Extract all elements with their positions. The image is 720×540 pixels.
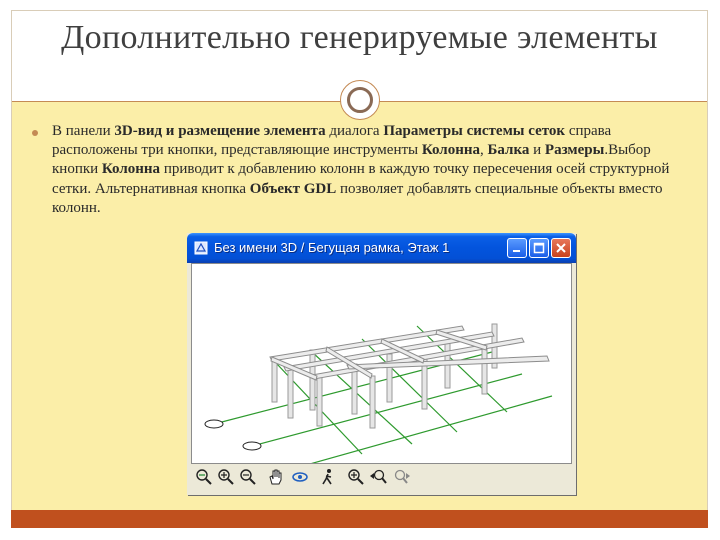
structural-grid-3d-model — [192, 264, 571, 463]
bold-term: Размеры — [544, 142, 605, 159]
ring-icon — [347, 87, 373, 113]
zoom-region-button[interactable] — [347, 468, 365, 486]
body-paragraph: В панели 3D-вид и размещение элемента диалога Параметры системы сеток справа расположены три кнопки, представляющие инструменты Колонна, Балка и Размеры.Выбор кнопки Колонна приводит к добавлению колонн в каждую точку пересечения осей структурной сетки. Альтернативная кнопка Объект GDL позволяет добавлять специальные объекты вместо колонн. — [52, 123, 670, 216]
orbit-button[interactable] — [291, 468, 309, 486]
bold-term: Балка — [487, 142, 530, 159]
zoom-in-icon — [217, 468, 235, 486]
maximize-button[interactable] — [529, 238, 549, 258]
zoom-next-button[interactable] — [393, 468, 411, 486]
zoom-out-button[interactable] — [239, 468, 257, 486]
orbit-icon — [291, 468, 309, 486]
zoom-in-button[interactable] — [217, 468, 235, 486]
zoom-next-icon — [393, 468, 411, 486]
bold-term: Параметры системы сеток — [383, 123, 566, 139]
footer-bar — [11, 510, 708, 528]
minimize-button[interactable] — [507, 238, 527, 258]
close-button[interactable] — [551, 238, 571, 258]
zoom-fit-icon — [195, 468, 213, 486]
bold-term: Объект GDL — [249, 180, 337, 197]
archicad-3d-window[interactable] — [187, 233, 576, 495]
pan-hand-icon — [267, 468, 285, 486]
bold-term: Колонна — [421, 142, 480, 159]
app-3d-icon — [194, 241, 208, 255]
view-toolbar — [191, 466, 572, 490]
walk-icon — [319, 468, 337, 486]
divider-circle-ornament — [340, 80, 380, 120]
zoom-back-icon — [369, 468, 387, 486]
3d-viewport[interactable] — [191, 263, 572, 464]
walk-button[interactable] — [319, 468, 337, 486]
maximize-icon — [532, 241, 546, 255]
slide-title: Дополнительно генерируемые элементы — [61, 19, 658, 56]
zoom-back-button[interactable] — [369, 468, 387, 486]
window-title: Без имени 3D / Бегущая рамка, Этаж 1 — [214, 240, 450, 255]
axis-bubbles — [205, 420, 306, 463]
minimize-icon — [510, 241, 524, 255]
bold-term: 3D-вид и размещение элемента — [114, 123, 326, 139]
bullet-icon — [32, 130, 38, 136]
grid-axes — [214, 326, 552, 463]
bold-term: Колонна — [101, 161, 161, 178]
zoom-fit-button[interactable] — [195, 468, 213, 486]
window-titlebar[interactable] — [187, 233, 576, 263]
pan-button[interactable] — [267, 468, 285, 486]
zoom-in-icon — [347, 468, 365, 486]
close-icon — [554, 241, 568, 255]
zoom-out-icon — [239, 468, 257, 486]
